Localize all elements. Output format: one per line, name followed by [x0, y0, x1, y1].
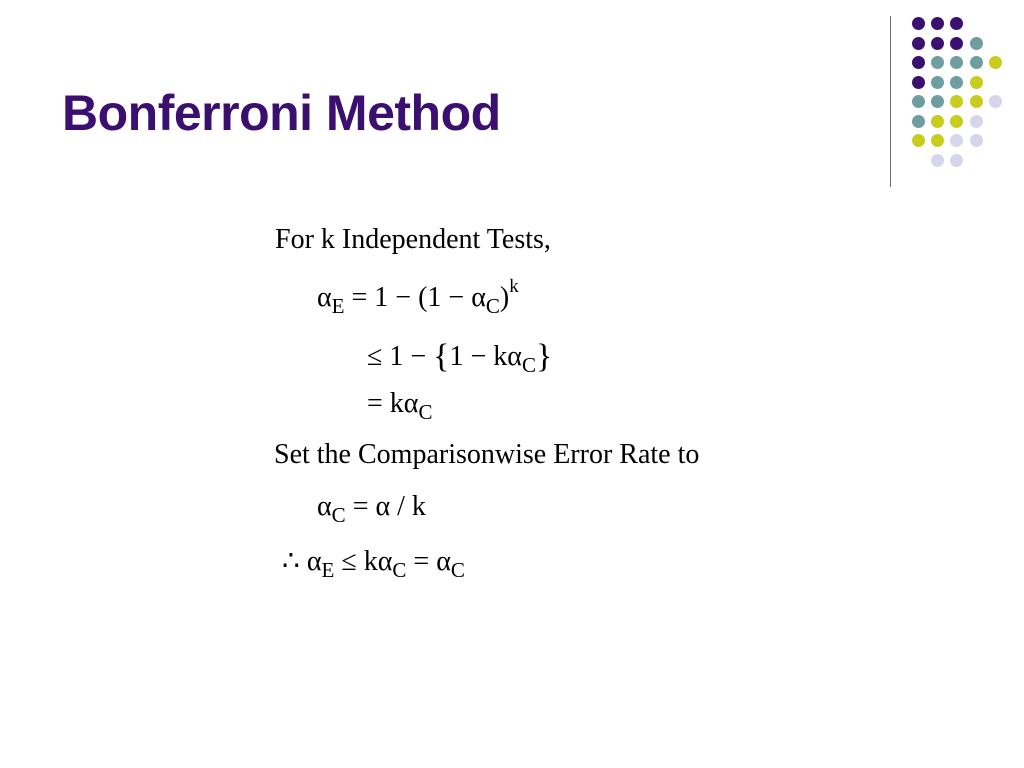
- close-brace: }: [535, 338, 553, 375]
- subscript-c: C: [521, 353, 536, 377]
- equation-text: = 1 − (1 −: [344, 282, 472, 313]
- decorative-dot: [931, 76, 944, 89]
- subscript-c: C: [485, 294, 500, 318]
- decorative-dot: [950, 76, 963, 89]
- decorative-dot: [970, 56, 983, 69]
- alpha-symbol: α: [377, 546, 393, 577]
- equation-text: =: [406, 546, 437, 577]
- decorative-dot: [912, 134, 925, 147]
- decorative-dot: [950, 17, 963, 30]
- alpha-symbol: α: [436, 546, 451, 577]
- decorative-dot: [912, 115, 925, 128]
- decorative-dot: [970, 134, 983, 147]
- subscript-c: C: [331, 503, 346, 527]
- alpha-symbol: α: [317, 282, 332, 313]
- decorative-dot: [931, 95, 944, 108]
- therefore-symbol: ∴: [282, 546, 307, 577]
- slide-title: Bonferroni Method: [62, 85, 501, 141]
- equation-family-error-rate: [317, 276, 519, 318]
- decorative-dot: [970, 115, 983, 128]
- decorative-dot: [912, 37, 925, 50]
- equation-text: ): [499, 282, 510, 313]
- subscript-e: E: [321, 558, 335, 582]
- decorative-dot: [970, 76, 983, 89]
- equation-k-alpha-c: [367, 388, 433, 424]
- alpha-symbol: α: [403, 388, 419, 419]
- decorative-dot: [989, 56, 1002, 69]
- subscript-c: C: [450, 558, 465, 582]
- alpha-symbol: α: [306, 546, 322, 577]
- equation-alpha-c-definition: [317, 491, 426, 527]
- equation-text: ≤ k: [334, 546, 378, 577]
- decorative-dot: [931, 115, 944, 128]
- equation-text: ≤ 1 −: [367, 341, 434, 372]
- decorative-dot: [970, 95, 983, 108]
- subscript-c: C: [418, 400, 433, 424]
- decorative-dot: [912, 95, 925, 108]
- decorative-dot: [950, 115, 963, 128]
- decorative-dot: [950, 95, 963, 108]
- alpha-symbol: α: [375, 491, 391, 522]
- decorative-dot: [950, 134, 963, 147]
- decorative-dot: [931, 134, 944, 147]
- alpha-symbol: α: [471, 282, 486, 313]
- decorative-dot: [912, 17, 925, 30]
- decorative-dot: [931, 37, 944, 50]
- alpha-symbol: α: [317, 491, 332, 522]
- decorative-dot: [931, 17, 944, 30]
- text-independent-tests: [275, 226, 551, 254]
- superscript-k: k: [509, 276, 519, 297]
- line-text: For k Independent Tests,: [275, 224, 551, 255]
- decorative-dot: [931, 56, 944, 69]
- decorative-dot: [912, 56, 925, 69]
- decorative-dot: [912, 76, 925, 89]
- decorative-dot: [970, 37, 983, 50]
- decorative-dot: [950, 37, 963, 50]
- decorative-dot: [950, 56, 963, 69]
- alpha-symbol: α: [507, 341, 522, 372]
- line-text: Set the Comparisonwise Error Rate to: [274, 439, 700, 470]
- open-brace: {: [433, 338, 450, 375]
- vertical-divider: [890, 16, 891, 187]
- decorative-dot: [989, 95, 1002, 108]
- text-set-comparisonwise-rate: [274, 441, 699, 469]
- equation-text: 1 − k: [449, 341, 508, 372]
- decorative-dot: [931, 154, 944, 167]
- subscript-c: C: [392, 558, 407, 582]
- equation-conclusion: [282, 546, 465, 582]
- subscript-e: E: [331, 294, 345, 318]
- equation-text: / k: [390, 491, 426, 522]
- equation-text: =: [345, 491, 376, 522]
- decorative-dot: [950, 154, 963, 167]
- equation-text: = k: [367, 388, 404, 419]
- equation-upper-bound: [367, 338, 553, 377]
